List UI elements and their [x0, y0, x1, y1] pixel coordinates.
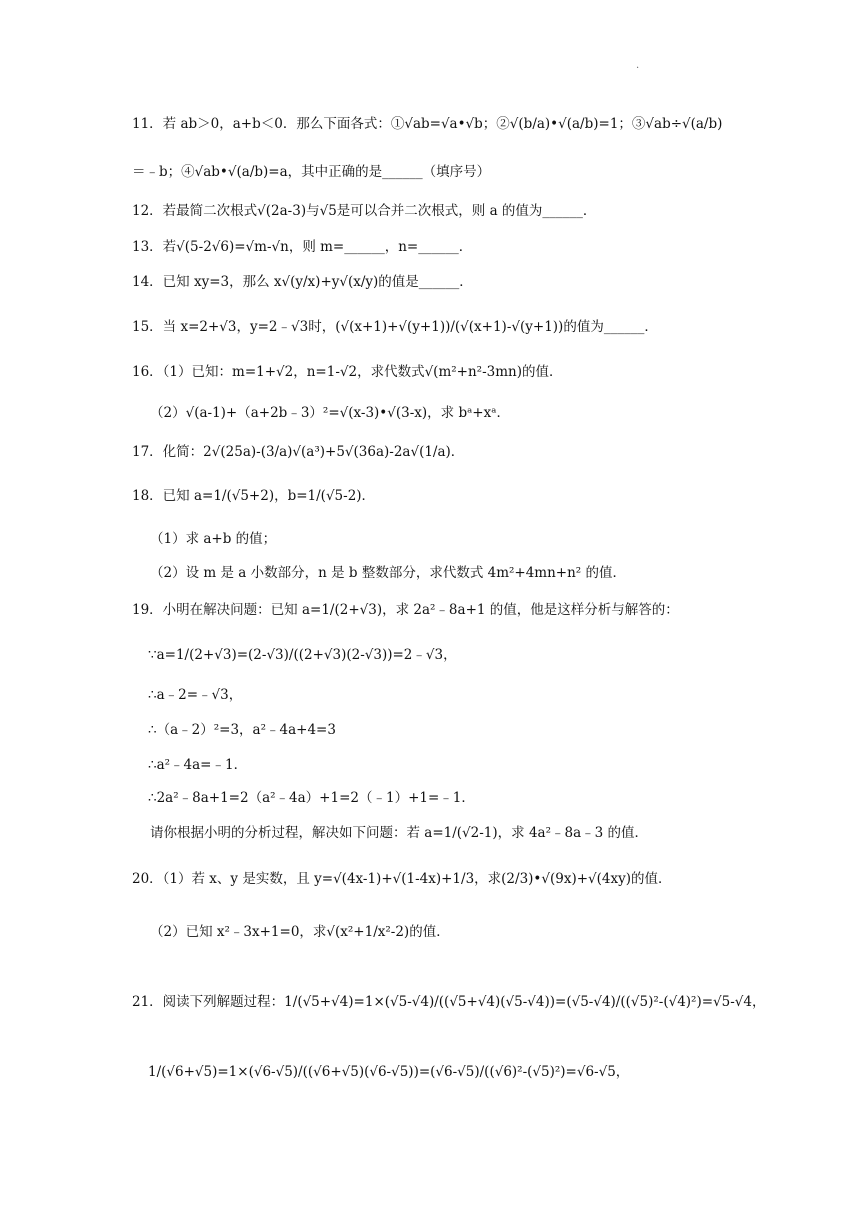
problem-15: 15．当 x=2+√3，y=2﹣√3时，(√(x+1)+√(y+1))/(√(x+1)-√(y+1))的值为______． — [132, 319, 658, 335]
problem-20-part-2: （2）已知 x²﹣3x+1=0，求√(x²+1/x²-2)的值． — [150, 924, 450, 940]
problem-12: 12．若最简二次根式√(2a-3)与√5是可以合并二次根式，则 a 的值为______． — [132, 203, 597, 219]
problem-19-step-3: ∴（a﹣2）²=3，a²﹣4a+4=3 — [148, 722, 336, 738]
problem-19-step-4: ∴a²﹣4a=﹣1． — [148, 757, 248, 773]
problem-16-part-2: （2）√(a-1)+（a+2b﹣3）²=√(x-3)•√(3-x)，求 bᵃ+xᵃ． — [150, 405, 510, 421]
problem-19-step-5: ∴2a²﹣8a+1=2（a²﹣4a）+1=2（﹣1）+1=﹣1． — [148, 790, 475, 806]
problem-20-part-1: 20．（1）若 x、y 是实数，且 y=√(4x-1)+√(1-4x)+1/3，求(2/3)•√(9x)+√(4xy)的值． — [132, 871, 672, 887]
problem-21-line-2: 1/(√6+√5)=1×(√6-√5)/((√6+√5)(√6-√5))=(√6-√5)/((√6)²-(√5)²)=√6-√5， — [148, 1064, 630, 1080]
problem-16-part-1: 16．（1）已知：m=1+√2，n=1-√2，求代数式√(m²+n²-3mn)的值． — [132, 364, 563, 380]
problem-18-part-1: （1）求 a+b 的值； — [150, 531, 277, 547]
problem-13: 13．若√(5-2√6)=√m-√n，则 m=______，n=______． — [132, 239, 473, 255]
problem-19-intro: 19．小明在解决问题：已知 a=1/(2+√3)，求 2a²﹣8a+1 的值，他是这样分析与解答的： — [132, 602, 679, 618]
problem-19-step-2: ∴a﹣2=﹣√3， — [148, 687, 243, 703]
problem-18-part-2: （2）设 m 是 a 小数部分，n 是 b 整数部分，求代数式 4m²+4mn+n² 的值． — [150, 565, 627, 581]
problem-18: 18．已知 a=1/(√5+2)，b=1/(√5-2)． — [132, 488, 376, 504]
problem-17: 17．化简：2√(25a)-(3/a)√(a³)+5√(36a)-2a√(1/a)． — [132, 444, 465, 460]
problem-11-line-2: ＝﹣b；④√ab•√(a/b)=a，其中正确的是______（填序号） — [132, 164, 491, 180]
problem-11-line-1: 11．若 ab＞0，a+b＜0．那么下面各式：①√ab=√a•√b；②√(b/a)•√(a/b)=1；③√ab÷√(a/b) — [132, 116, 723, 132]
problem-19-question: 请你根据小明的分析过程，解决如下问题：若 a=1/(√2-1)，求 4a²﹣8a﹣3 的值． — [150, 825, 649, 841]
problem-21-line-1: 21．阅读下列解题过程：1/(√5+√4)=1×(√5-√4)/((√5+√4)(√5-√4))=(√5-√4)/((√5)²-(√4)²)=√5-√4， — [132, 994, 766, 1010]
page-corner-mark: . — [636, 60, 640, 71]
problem-19-step-1: ∵a=1/(2+√3)=(2-√3)/((2+√3)(2-√3))=2﹣√3， — [148, 647, 457, 663]
problem-14: 14．已知 xy=3，那么 x√(y/x)+y√(x/y)的值是______． — [132, 274, 473, 290]
